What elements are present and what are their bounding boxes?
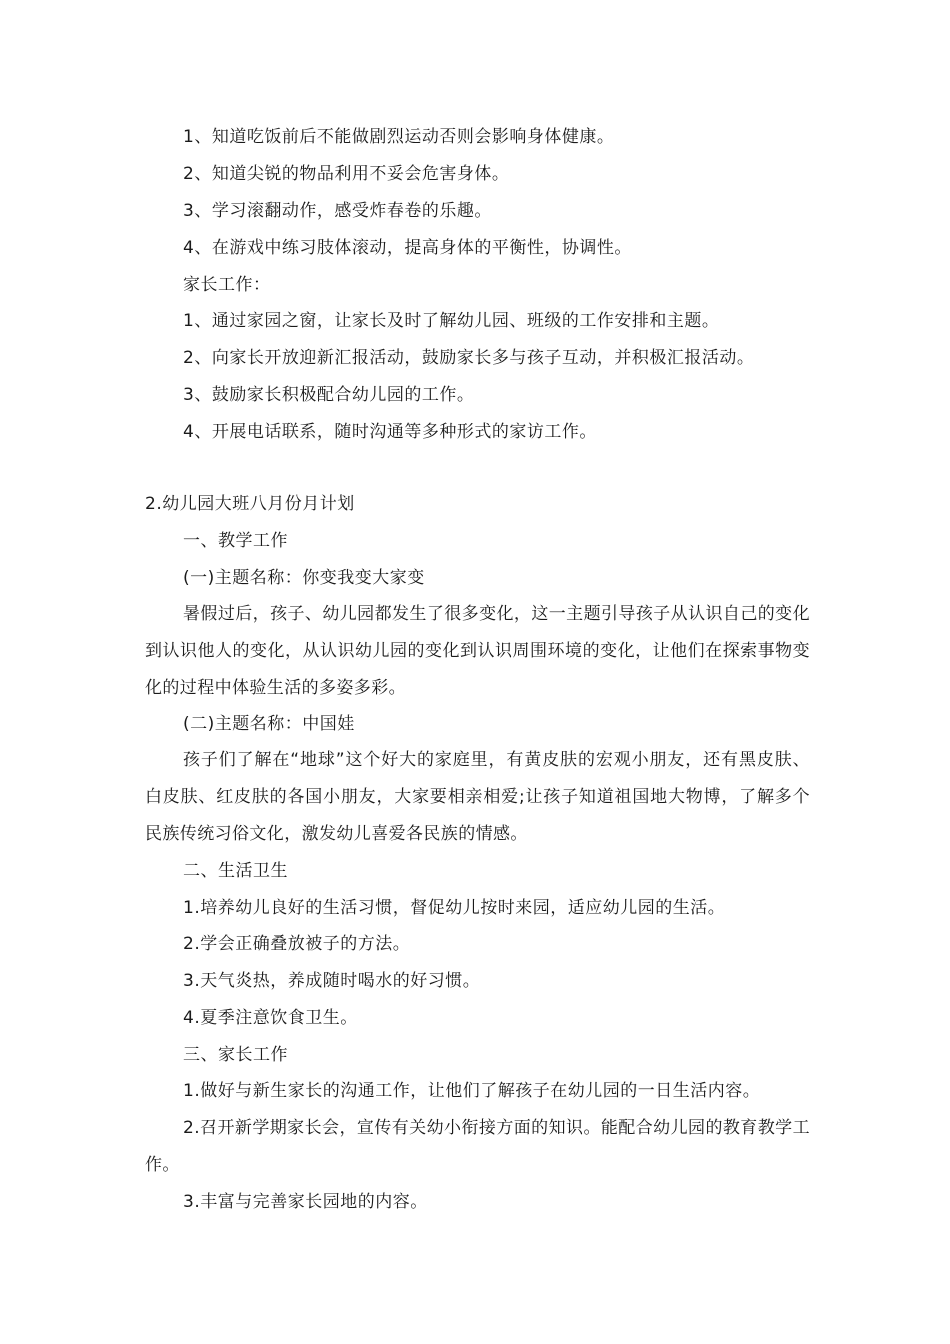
life-item: 4.夏季注意饮食卫生。 [183,1008,358,1028]
life-item: 2.学会正确叠放被子的方法。 [183,934,411,954]
section-title: 2.幼儿园大班八月份月计划 [145,494,355,514]
life-heading: 二、生活卫生 [183,861,288,881]
life-item: 1.培养幼儿良好的生活习惯，督促幼儿按时来园，适应幼儿园的生活。 [183,898,726,918]
theme2-paragraph: 孩子们了解在“地球”这个好大的家庭里，有黄皮肤的宏观小朋友，还有黑皮肤、白皮肤、红皮肤的各国小朋友，大家要相亲相爱;让孩子知道祖国地大物博，了解多个民族传统习俗文化，激发幼儿喜爱各民族的情感。 [145,750,810,844]
teaching-heading: 一、教学工作 [183,531,288,551]
theme1-title: (一)主题名称：你变我变大家变 [183,568,425,588]
parent-work-heading: 家长工作： [183,275,271,295]
parent-work-item: 4、开展电话联系，随时沟通等多种形式的家访工作。 [183,422,597,442]
goal-item: 1、知道吃饭前后不能做剧烈运动否则会影响身体健康。 [183,127,615,147]
goal-item: 3、学习滚翻动作，感受炸春卷的乐趣。 [183,201,492,221]
theme1-paragraph: 暑假过后，孩子、幼儿园都发生了很多变化，这一主题引导孩子从认识自己的变化到认识他人的变化，从认识幼儿园的变化到认识周围环境的变化，让他们在探索事物变化的过程中体验生活的多姿多彩。 [145,604,810,698]
goal-item: 4、在游戏中练习肢体滚动，提高身体的平衡性，协调性。 [183,238,632,258]
theme2-title: (二)主题名称：中国娃 [183,714,355,734]
parent-work-item: 2、向家长开放迎新汇报活动，鼓励家长多与孩子互动，并积极汇报活动。 [183,348,755,368]
parent-work-item: 1、通过家园之窗，让家长及时了解幼儿园、班级的工作安排和主题。 [183,311,720,331]
parent-work-item-2: 2.召开新学期家长会，宣传有关幼小衔接方面的知识。能配合幼儿园的教育教学工作。 [145,1118,810,1175]
goal-item: 2、知道尖锐的物品利用不妥会危害身体。 [183,164,510,184]
parent-work-item-2: 1.做好与新生家长的沟通工作，让他们了解孩子在幼儿园的一日生活内容。 [183,1081,761,1101]
parent-work-item: 3、鼓励家长积极配合幼儿园的工作。 [183,385,475,405]
parent-work-heading-2: 三、家长工作 [183,1045,288,1065]
life-item: 3.天气炎热，养成随时喝水的好习惯。 [183,971,481,991]
parent-work-item-2: 3.丰富与完善家长园地的内容。 [183,1192,428,1212]
